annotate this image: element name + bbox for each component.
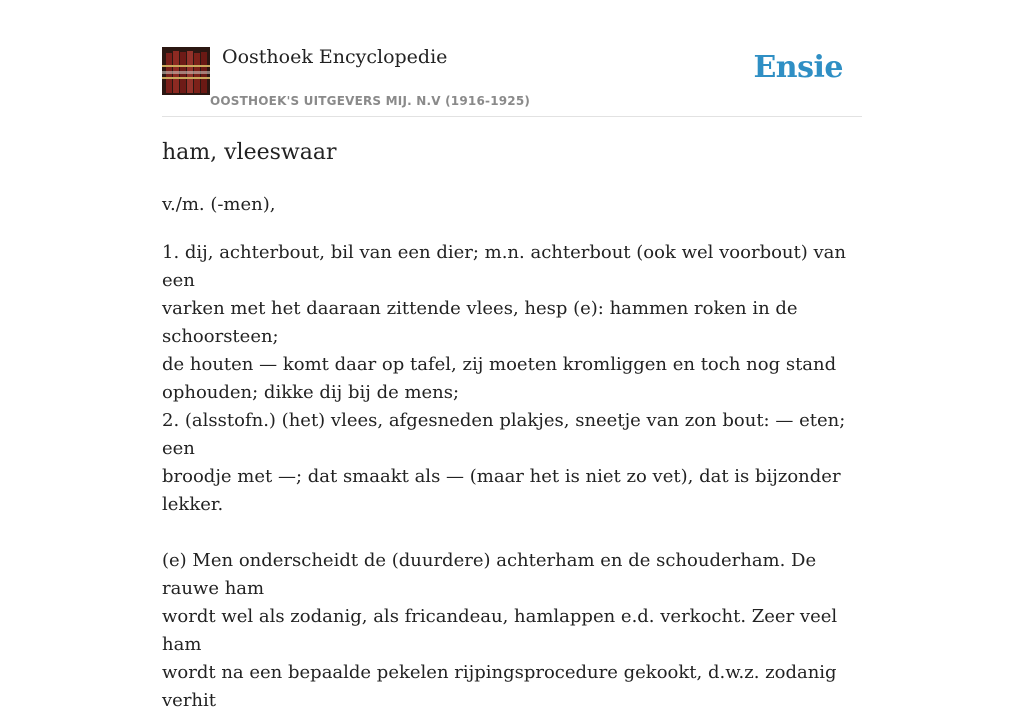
- note-line: wordt na een bepaalde pekelen rijpingsprocedure gekookt, d.w.z. zodanig verhit: [162, 662, 837, 711]
- definition-line: 1. dij, achterbout, bil van een dier; m.n. achterbout (ook wel voorbout) van een: [162, 242, 846, 291]
- note-line: wordt wel als zodanig, als fricandeau, hamlappen e.d. verkocht. Zeer veel ham: [162, 606, 838, 655]
- source-header: [162, 0, 862, 117]
- note-line: (e) Men onderscheidt de (duurdere) achterham en de schouderham. De rauwe ham: [162, 550, 817, 599]
- definition-line: ophouden; dikke dij bij de mens;: [162, 382, 460, 403]
- page-content: [162, 0, 862, 711]
- definition-line: 2. (alsstofn.) (het) vlees, afgesneden plakjes, sneetje van zon bout: — eten; een: [162, 410, 846, 459]
- definition-line: varken met het daaraan zittende vlees, hesp (e): hammen roken in de schoorsteen;: [162, 298, 798, 347]
- source-title[interactable]: Oosthoek Encyclopedie: [222, 46, 448, 68]
- definition-line: de houten — komt daar op tafel, zij moeten kromliggen en toch nog stand: [162, 354, 837, 375]
- entry-grammar: v./m. (-men),: [162, 194, 276, 215]
- book-spines-icon[interactable]: [162, 47, 210, 95]
- entry-definition: [162, 239, 862, 715]
- brand-logo[interactable]: Ensie: [753, 50, 843, 85]
- entry-headword: ham, vleeswaar: [162, 140, 337, 165]
- paragraph-gap: [162, 519, 862, 547]
- definition-line: broodje met —; dat smaakt als — (maar het is niet zo vet), dat is bijzonder lekker.: [162, 466, 841, 515]
- source-subtitle: OOSTHOEK'S UITGEVERS MIJ. N.V (1916-1925): [210, 94, 531, 108]
